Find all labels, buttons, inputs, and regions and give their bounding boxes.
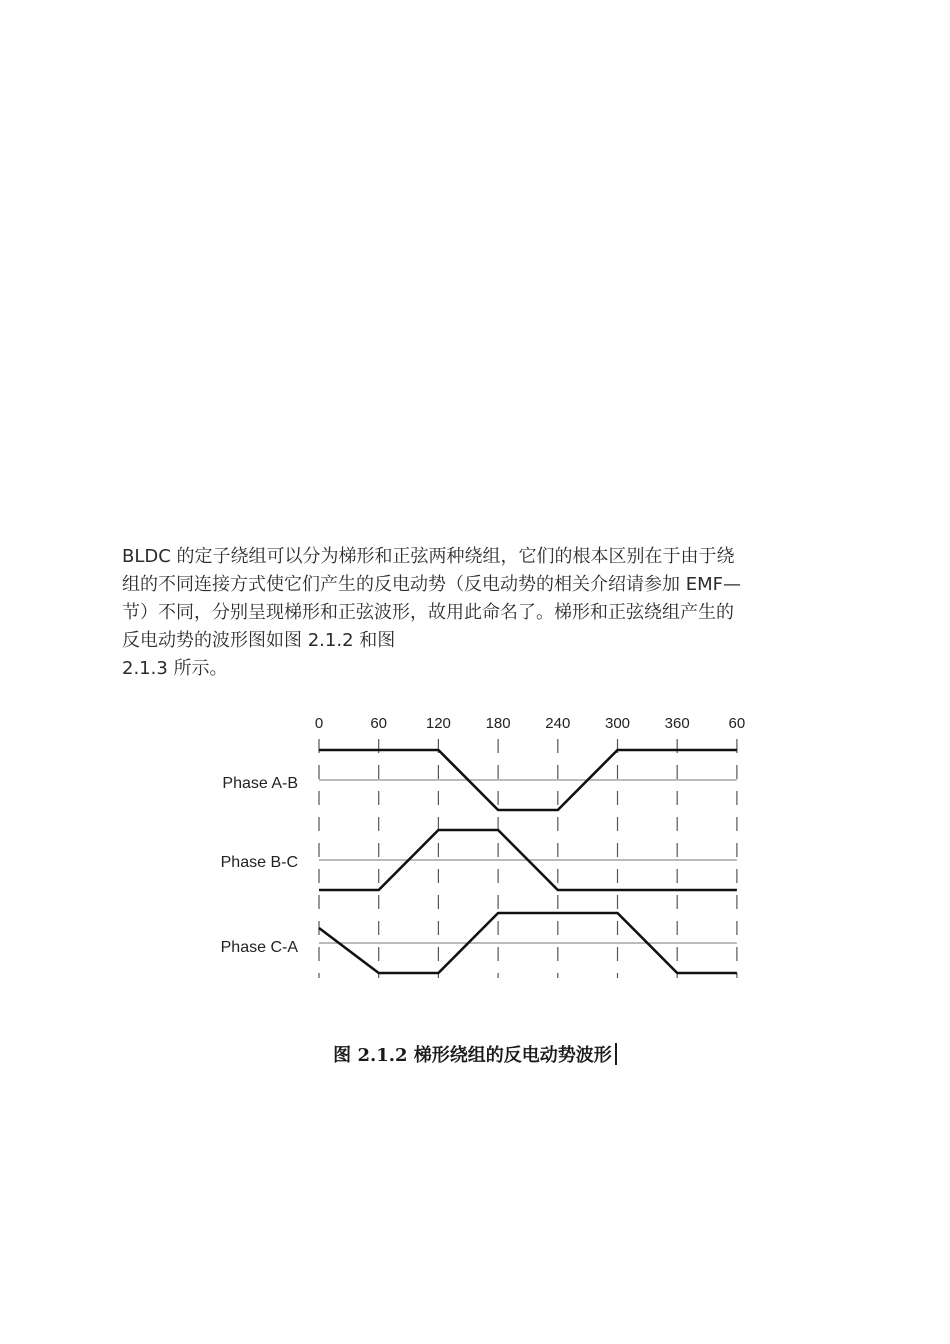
angle-tick-label: 240 <box>545 715 571 732</box>
text-cursor <box>615 1043 617 1065</box>
paragraph-line: 节）不同，分别呈现梯形和正弦波形，故用此命名了。梯形和正弦绕组产生的 <box>122 602 734 623</box>
angle-tick-label: 300 <box>604 715 631 732</box>
figure-caption <box>0 1041 950 1067</box>
angle-tick-label: 180 <box>485 715 511 732</box>
body-paragraph <box>122 543 822 683</box>
paragraph-line: BLDC 的定子绕组可以分为梯形和正弦两种绕组，它们的根本区别在于由于绕 <box>122 546 735 567</box>
angle-tick-label: 120 <box>425 715 451 732</box>
trapezoidal-emf-figure <box>195 706 755 990</box>
waveform-diagram <box>195 706 755 990</box>
phase-label: Phase B-C <box>220 854 298 871</box>
angle-tick-label: 360 <box>664 715 690 732</box>
angle-tick-label: 60 <box>370 715 388 732</box>
paragraph-line: 反电动势的波形图如图 2.1.2 和图 <box>122 630 396 651</box>
angle-tick-label: 0 <box>314 715 324 732</box>
paragraph-line: 2.1.3 所示。 <box>122 658 228 679</box>
phase-label: Phase A-B <box>222 775 298 792</box>
caption-text: 图 2.1.2 梯形绕组的反电动势波形 <box>333 1045 612 1066</box>
paragraph-line: 组的不同连接方式使它们产生的反电动势（反电动势的相关介绍请参加 EMF— <box>122 574 741 595</box>
phase-label: Phase C-A <box>220 939 298 956</box>
angle-tick-label: 60 <box>728 715 746 732</box>
